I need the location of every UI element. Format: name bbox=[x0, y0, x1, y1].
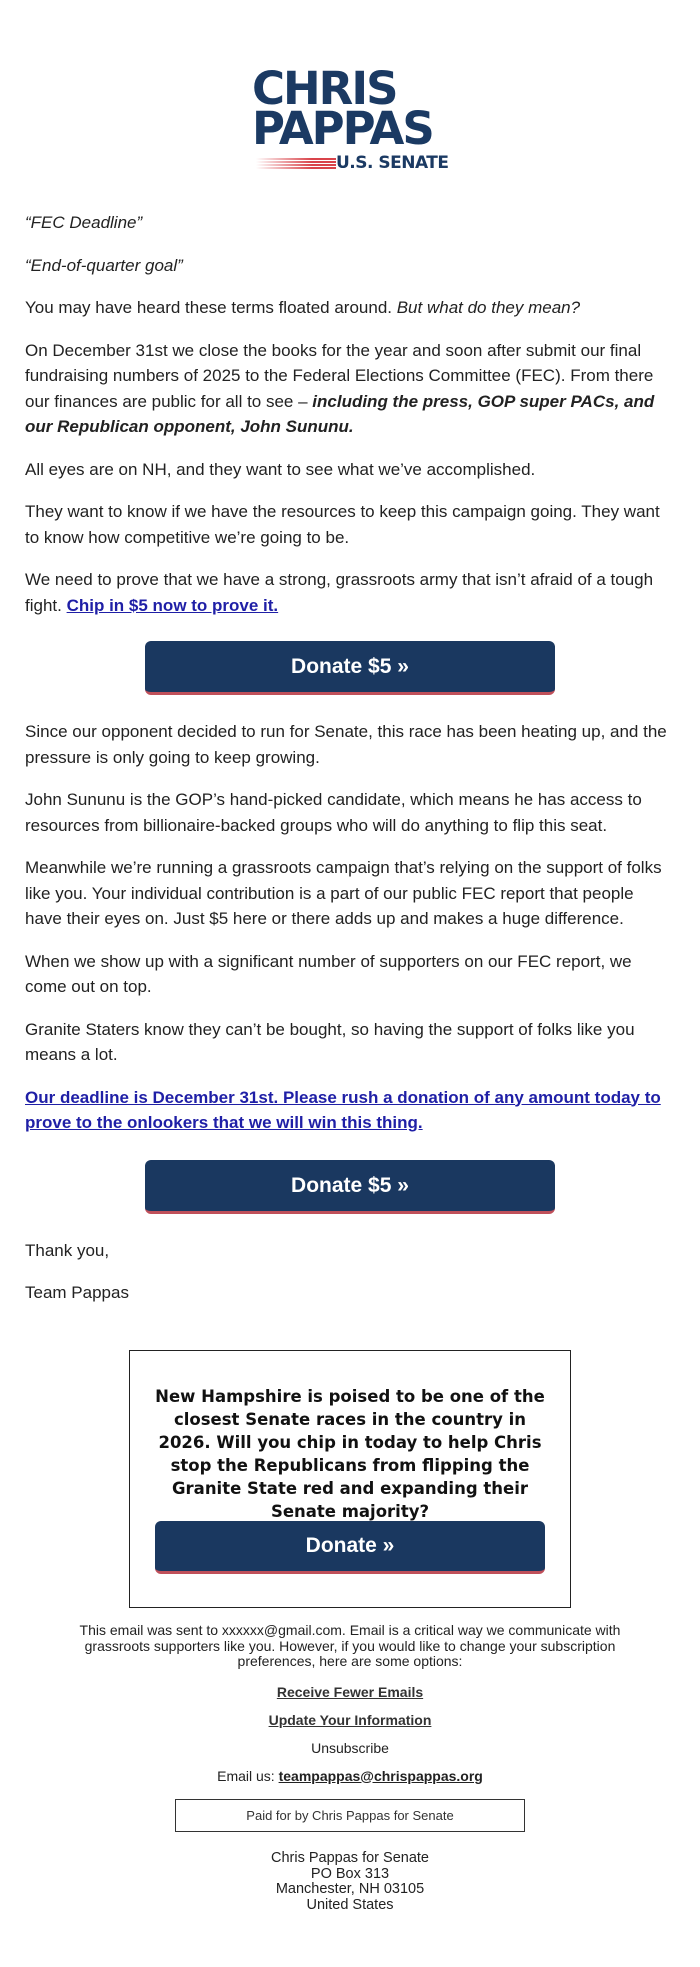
logo-first-name: CHRIS bbox=[252, 62, 397, 115]
button-row bbox=[25, 1153, 675, 1238]
unsubscribe-link[interactable]: Unsubscribe bbox=[311, 1739, 389, 1756]
callout-heading: New Hampshire is poised to be one of the closest Senate races in the country in 2026. Will you chip in today to help Chris stop the Republicans from flipping the Granite State red and expanding their Senate majority? bbox=[155, 1387, 545, 1521]
chip-in-link[interactable]: Chip in $5 now to prove it. bbox=[66, 595, 279, 615]
paragraph-opponent: Since our opponent decided to run for Senate, this race has been heating up, and the pressure is only going to keep growing. bbox=[25, 722, 667, 767]
address-line: Chris Pappas for Senate bbox=[271, 1850, 429, 1866]
callout-box bbox=[129, 1350, 571, 1608]
deadline-donate-link[interactable]: Our deadline is December 31st. Please rush a donation of any amount today to prove to the onlookers that we will win this thing. bbox=[25, 1087, 661, 1132]
button-row bbox=[25, 635, 675, 719]
paragraph-granite-staters: Granite Staters know they can’t be bought, so having the support of folks like you means a lot. bbox=[25, 1019, 635, 1064]
address-line: United States bbox=[306, 1896, 394, 1913]
paragraph-prove bbox=[25, 567, 675, 618]
paragraph-sununu: John Sununu is the GOP’s hand-picked candidate, which means he has access to resources from billionaire-backed groups who will do anything to flip this seat. bbox=[25, 790, 642, 835]
logo-tagline: U.S. SENATE bbox=[336, 153, 449, 173]
paragraph-resources: They want to know if we have the resources to keep this campaign going. They want to know how competitive we’re going to be. bbox=[25, 502, 660, 547]
address-line: PO Box 313 bbox=[310, 1865, 390, 1882]
paragraph-fec-deadline: “FEC Deadline” bbox=[25, 213, 143, 232]
paragraph-december bbox=[25, 338, 675, 440]
option-item bbox=[60, 1684, 640, 1700]
option-item bbox=[60, 1740, 640, 1756]
signoff: Thank you, bbox=[25, 1240, 110, 1260]
update-information-link[interactable]: Update Your Information bbox=[268, 1711, 432, 1728]
receive-fewer-emails-link[interactable]: Receive Fewer Emails bbox=[276, 1683, 424, 1700]
paragraph-grassroots: Meanwhile we’re running a grassroots campaign that’s relying on the support of folks like you. Your individual contribution is a part of our public FEC report that people have their eyes on. Just $5 here or there adds up and makes a huge difference. bbox=[25, 858, 662, 928]
paragraph-fec-report: When we show up with a significant number of supporters on our FEC report, we come out on top. bbox=[25, 951, 632, 996]
text-emphasis: But what do they mean? bbox=[396, 298, 581, 317]
paragraph-quarter-goal: “End-of-quarter goal” bbox=[25, 255, 183, 275]
signature: Team Pappas bbox=[25, 1283, 129, 1302]
logo-last-name: PAPPAS bbox=[252, 102, 433, 155]
email-label: Email us: bbox=[217, 1767, 279, 1784]
contact-email-link[interactable]: teampappas@chrispappas.org bbox=[278, 1767, 483, 1784]
email-body bbox=[25, 210, 675, 1323]
text: We need to prove that we have a strong, grassroots army that isn’t afraid of a tough fight. bbox=[25, 570, 654, 615]
paragraph-terms bbox=[25, 295, 675, 321]
contact-email bbox=[60, 1768, 640, 1784]
donate-5-button[interactable]: Donate $5 » bbox=[145, 641, 555, 695]
paragraph-all-eyes: All eyes are on NH, and they want to see what we’ve accomplished. bbox=[25, 459, 536, 479]
sent-notice: This email was sent to xxxxxx@gmail.com. Email is a critical way we communicate with grassroots supporters like you. However, if you would like to change your subscription preferences, here are some options: bbox=[79, 1622, 621, 1669]
mailing-address bbox=[175, 1851, 525, 1913]
campaign-logo bbox=[250, 62, 455, 178]
paragraph-deadline-link bbox=[25, 1085, 675, 1136]
donate-5-button-2[interactable]: Donate $5 » bbox=[145, 1160, 555, 1214]
text: You may have heard these terms floated around. bbox=[25, 298, 397, 317]
donate-button[interactable]: Donate » bbox=[155, 1521, 545, 1574]
option-item bbox=[60, 1712, 640, 1728]
text: On December 31st we close the books for the year and soon after submit our final fundraising numbers of 2025 to the Federal Elections Committee (FEC). From there our finances are public for all to see – bbox=[25, 340, 654, 411]
text-emphasis: including the press, GOP super PACs, and our Republican opponent, John Sununu. bbox=[25, 391, 655, 436]
email-footer bbox=[60, 1623, 640, 1796]
address-line: Manchester, NH 03105 bbox=[275, 1881, 425, 1897]
paid-for-disclaimer: Paid for by Chris Pappas for Senate bbox=[175, 1799, 525, 1832]
logo-stripes-decoration bbox=[256, 158, 336, 170]
